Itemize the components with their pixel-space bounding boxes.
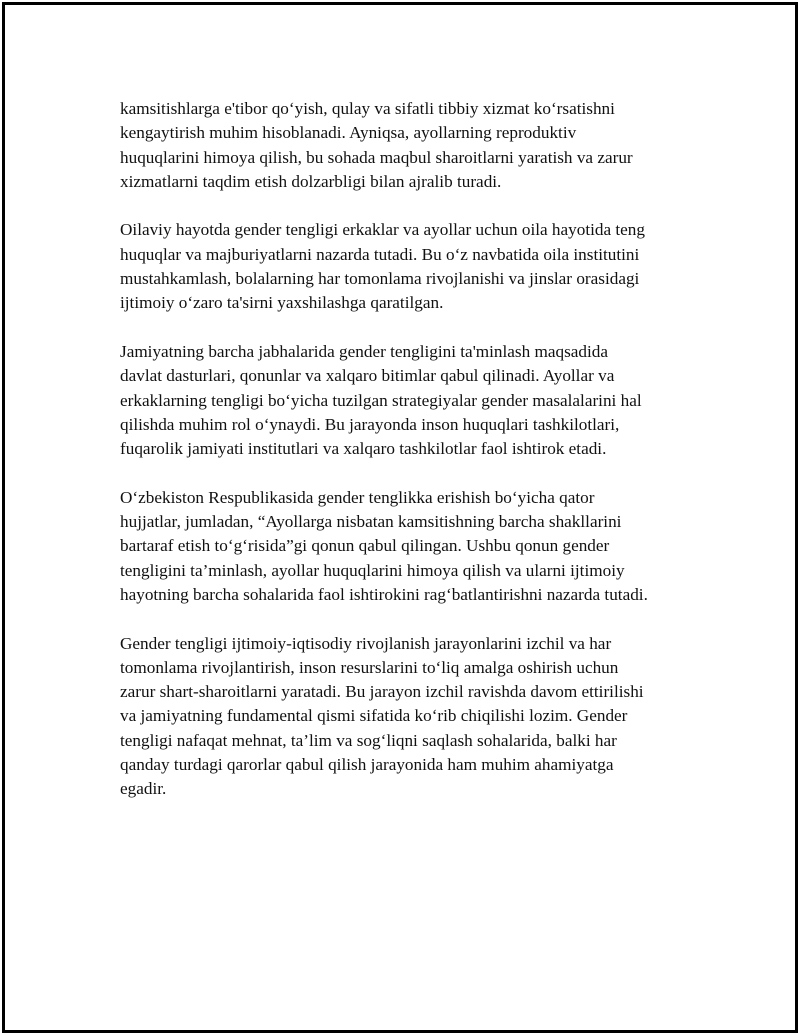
- text-line: O‘zbekiston Respublikasida gender tenglikka erishish bo‘yicha qator: [120, 487, 595, 507]
- text-line: hayotning barcha sohalarida faol ishtirokini rag‘batlantirishni nazarda tutadi.: [120, 584, 648, 604]
- text-line: huquqlarini himoya qilish, bu sohada maqbul sharoitlarni yaratish va zarur: [120, 147, 633, 167]
- text-line: fuqarolik jamiyati institutlari va xalqaro tashkilotlar faol ishtirok etadi.: [120, 439, 607, 459]
- text-line: kengaytirish muhim hisoblanadi. Ayniqsa, ayollarning reproduktiv: [120, 123, 577, 143]
- paragraph: [120, 97, 700, 194]
- text-line: ijtimoiy o‘zaro ta'sirni yaxshilashga qaratilgan.: [120, 293, 444, 313]
- text-line: Oilaviy hayotda gender tengligi erkaklar va ayollar uchun oila hayotida teng: [120, 220, 645, 240]
- text-line: erkaklarning tengligi bo‘yicha tuzilgan strategiyalar gender masalalarini hal: [120, 390, 642, 410]
- text-line: qanday turdagi qarorlar qabul qilish jarayonida ham muhim ahamiyatga: [120, 755, 614, 775]
- text-line: tengligini ta’minlash, ayollar huquqlarini himoya qilish va ularni ijtimoiy: [120, 560, 625, 580]
- paragraph: [120, 486, 700, 607]
- text-line: egadir.: [120, 779, 167, 799]
- text-line: tomonlama rivojlantirish, inson resurslarini to‘liq amalga oshirish uchun: [120, 657, 619, 677]
- text-line: zarur shart-sharoitlarni yaratadi. Bu jarayon izchil ravishda davom ettirilishi: [120, 682, 644, 702]
- text-line: Gender tengligi ijtimoiy-iqtisodiy rivojlanish jarayonlarini izchil va har: [120, 633, 612, 653]
- text-line: tengligi nafaqat mehnat, ta’lim va sog‘liqni saqlash sohalarida, balki har: [120, 730, 617, 750]
- document-page: [2, 2, 798, 1033]
- text-line: va jamiyatning fundamental qismi sifatida ko‘rib chiqilishi lozim. Gender: [120, 706, 628, 726]
- text-line: hujjatlar, jumladan, “Ayollarga nisbatan kamsitishning barcha shakllarini: [120, 512, 622, 532]
- text-line: mustahkamlash, bolalarning har tomonlama rivojlanishi va jinslar orasidagi: [120, 269, 640, 289]
- text-line: qilishda muhim rol o‘ynaydi. Bu jarayonda inson huquqlari tashkilotlari,: [120, 414, 620, 434]
- paragraph: [120, 340, 700, 461]
- text-line: huquqlar va majburiyatlarni nazarda tutadi. Bu o‘z navbatida oila institutini: [120, 244, 640, 264]
- text-line: davlat dasturlari, qonunlar va xalqaro bitimlar qabul qilinadi. Ayollar va: [120, 366, 615, 386]
- paragraph: [120, 218, 700, 315]
- text-line: kamsitishlarga e'tibor qo‘yish, qulay va sifatli tibbiy xizmat ko‘rsatishni: [120, 99, 615, 118]
- text-line: bartaraf etish to‘g‘risida”gi qonun qabul qilingan. Ushbu qonun gender: [120, 536, 610, 556]
- text-line: xizmatlarni taqdim etish dolzarbligi bilan ajralib turadi.: [120, 171, 502, 191]
- paragraph: [120, 632, 700, 802]
- document-body: [120, 97, 700, 826]
- text-line: Jamiyatning barcha jabhalarida gender tengligini ta'minlash maqsadida: [120, 341, 609, 361]
